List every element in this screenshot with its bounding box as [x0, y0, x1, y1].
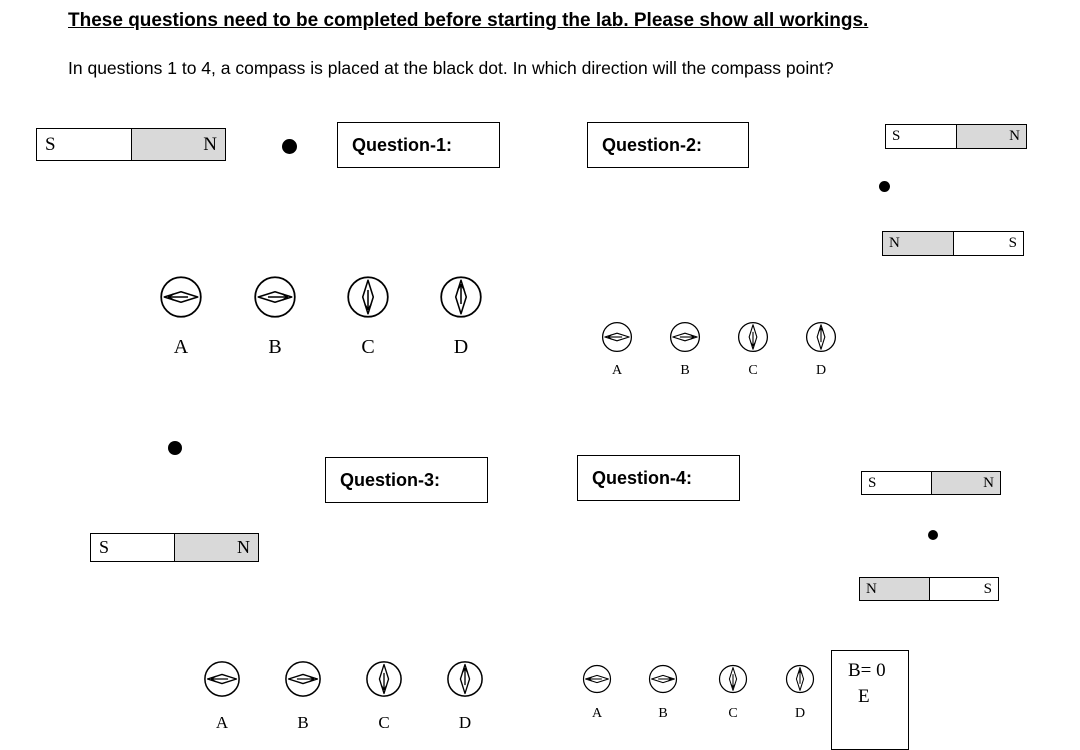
- q4-option-label-d: D: [794, 706, 806, 721]
- q4-option-label-b: B: [658, 706, 668, 721]
- compass-icon: [159, 275, 203, 319]
- q3-compass-location-dot: [168, 441, 182, 455]
- compass-icon: [446, 660, 484, 698]
- q3-compass-option-a[interactable]: [203, 660, 241, 698]
- q2-bottom-bar-magnet: [882, 231, 1024, 256]
- q3-option-label-a: A: [215, 713, 229, 732]
- q4-option-label-c: C: [728, 706, 738, 721]
- compass-icon: [439, 275, 483, 319]
- q2-bottom-magnet-north-pole: N: [883, 232, 953, 255]
- q2-compass-option-d[interactable]: [805, 321, 837, 353]
- q3-magnet-north-pole: N: [174, 534, 258, 561]
- q4-compass-option-c[interactable]: [718, 664, 748, 694]
- q2-compass-option-b[interactable]: [669, 321, 701, 353]
- q3-magnet-south-pole: S: [99, 537, 110, 557]
- q3-compass-option-c[interactable]: [365, 660, 403, 698]
- q1-compass-option-b[interactable]: [253, 275, 297, 319]
- q3-option-label-c: C: [378, 713, 390, 732]
- q4-bottom-bar-magnet: [859, 577, 999, 601]
- option-e-field-text: B= 0: [848, 660, 886, 681]
- q2-top-magnet-south-pole: S: [892, 128, 901, 144]
- q2-option-label-c: C: [748, 363, 758, 378]
- q1-compass-option-c[interactable]: [346, 275, 390, 319]
- q3-compass-option-b[interactable]: [284, 660, 322, 698]
- q4-compass-location-dot: [928, 530, 938, 540]
- q4-top-magnet-south-pole: S: [868, 474, 877, 491]
- q2-top-magnet-north-pole: N: [956, 125, 1027, 148]
- compass-icon: [718, 664, 748, 694]
- q1-compass-location-dot: [282, 139, 297, 154]
- compass-icon: [737, 321, 769, 353]
- q4-top-bar-magnet: [861, 471, 1001, 495]
- q3-option-label-d: D: [458, 713, 472, 732]
- q2-compass-option-a[interactable]: [601, 321, 633, 353]
- q4-option-label-a: A: [591, 706, 603, 721]
- page-title: These questions need to be completed before starting the lab. Please show all workings.: [68, 10, 869, 31]
- q2-bottom-magnet-south-pole: S: [953, 232, 1024, 255]
- compass-icon: [805, 321, 837, 353]
- q4-bottom-magnet-north-pole: N: [860, 578, 929, 600]
- compass-icon: [365, 660, 403, 698]
- q2-compass-option-c[interactable]: [737, 321, 769, 353]
- q2-option-label-b: B: [680, 363, 690, 378]
- compass-icon: [648, 664, 678, 694]
- q3-compass-option-d[interactable]: [446, 660, 484, 698]
- q2-option-label-d: D: [815, 363, 827, 378]
- q1-option-label-c: C: [361, 336, 375, 358]
- q2-compass-location-dot: [879, 181, 890, 192]
- option-e-label: E: [858, 686, 870, 707]
- q2-top-bar-magnet: [885, 124, 1027, 149]
- q4-bottom-magnet-south-pole: S: [929, 578, 999, 600]
- q4-compass-option-a[interactable]: [582, 664, 612, 694]
- q1-answer-box: Question-1:: [337, 122, 500, 168]
- q3-answer-box: Question-3:: [325, 457, 488, 503]
- instructions: In questions 1 to 4, a compass is placed at the black dot. In which direction will the compass point?: [68, 58, 834, 78]
- compass-icon: [785, 664, 815, 694]
- compass-icon: [669, 321, 701, 353]
- compass-icon: [203, 660, 241, 698]
- q4-compass-option-e-box[interactable]: [831, 650, 909, 750]
- q1-option-label-b: B: [268, 336, 282, 358]
- q1-magnet-north-pole: N: [131, 129, 226, 160]
- q1-compass-option-d[interactable]: [439, 275, 483, 319]
- compass-icon: [346, 275, 390, 319]
- compass-icon: [601, 321, 633, 353]
- compass-icon: [284, 660, 322, 698]
- q1-compass-option-a[interactable]: [159, 275, 203, 319]
- compass-icon: [253, 275, 297, 319]
- q2-answer-box: Question-2:: [587, 122, 749, 168]
- q4-top-magnet-north-pole: N: [931, 472, 1001, 494]
- q1-magnet-south-pole: S: [45, 133, 56, 155]
- compass-icon: [582, 664, 612, 694]
- q1-bar-magnet: [36, 128, 226, 161]
- q3-bar-magnet: [90, 533, 259, 562]
- q4-compass-option-b[interactable]: [648, 664, 678, 694]
- q1-option-label-d: D: [453, 336, 469, 358]
- q2-option-label-a: A: [611, 363, 623, 378]
- q4-compass-option-d[interactable]: [785, 664, 815, 694]
- q3-option-label-b: B: [297, 713, 309, 732]
- q1-option-label-a: A: [173, 336, 189, 358]
- q4-answer-box: Question-4:: [577, 455, 740, 501]
